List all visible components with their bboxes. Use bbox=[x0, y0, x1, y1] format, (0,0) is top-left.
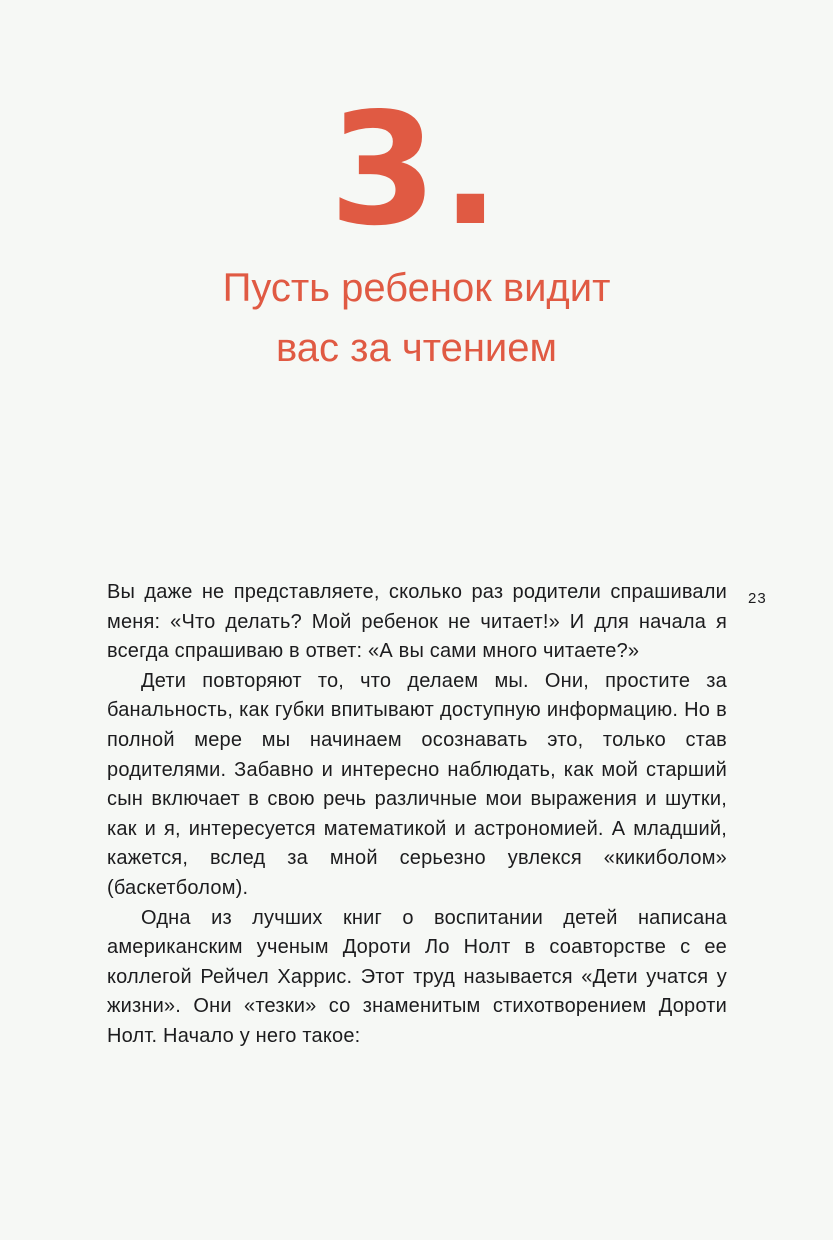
chapter-title bbox=[0, 258, 833, 378]
chapter-title-line-2: вас за чтением bbox=[276, 326, 557, 370]
paragraph-1: Вы даже не представляете, сколько раз родители спрашивали меня: «Что делать? Мой ребенок не читает!» И для начала я всегда спрашиваю в ответ: «А вы сами много читаете?» bbox=[107, 581, 727, 663]
paragraph-3: Одна из лучших книг о воспитании детей написана американским ученым Дороти Ло Нолт в соавторстве с ее коллегой Рейчел Харрис. Этот труд называется «Дети учатся у жизни». Они «тезки» со знаменитым стихотворением Дороти Нолт. Начало у него такое: bbox=[107, 906, 727, 1047]
chapter-number: 3. bbox=[329, 79, 504, 260]
paragraph-2: Дети повторяют то, что делаем мы. Они, простите за банальность, как губки впитывают доступную информацию. Но в полной мере мы начинаем осознавать это, только став родителями. Забавно и интересно наблюдать, как мой старший сын включает в свою речь различные мои выражения и шутки, как и я, интересуется математикой и астрономией. А младший, кажется, вслед за мной серьезно увлекся «кикиболом» (баскетболом). bbox=[107, 669, 727, 899]
chapter-title-line-1: Пусть ребенок видит bbox=[222, 266, 611, 310]
body-text bbox=[107, 578, 727, 1052]
page-number: 23 bbox=[748, 590, 767, 607]
